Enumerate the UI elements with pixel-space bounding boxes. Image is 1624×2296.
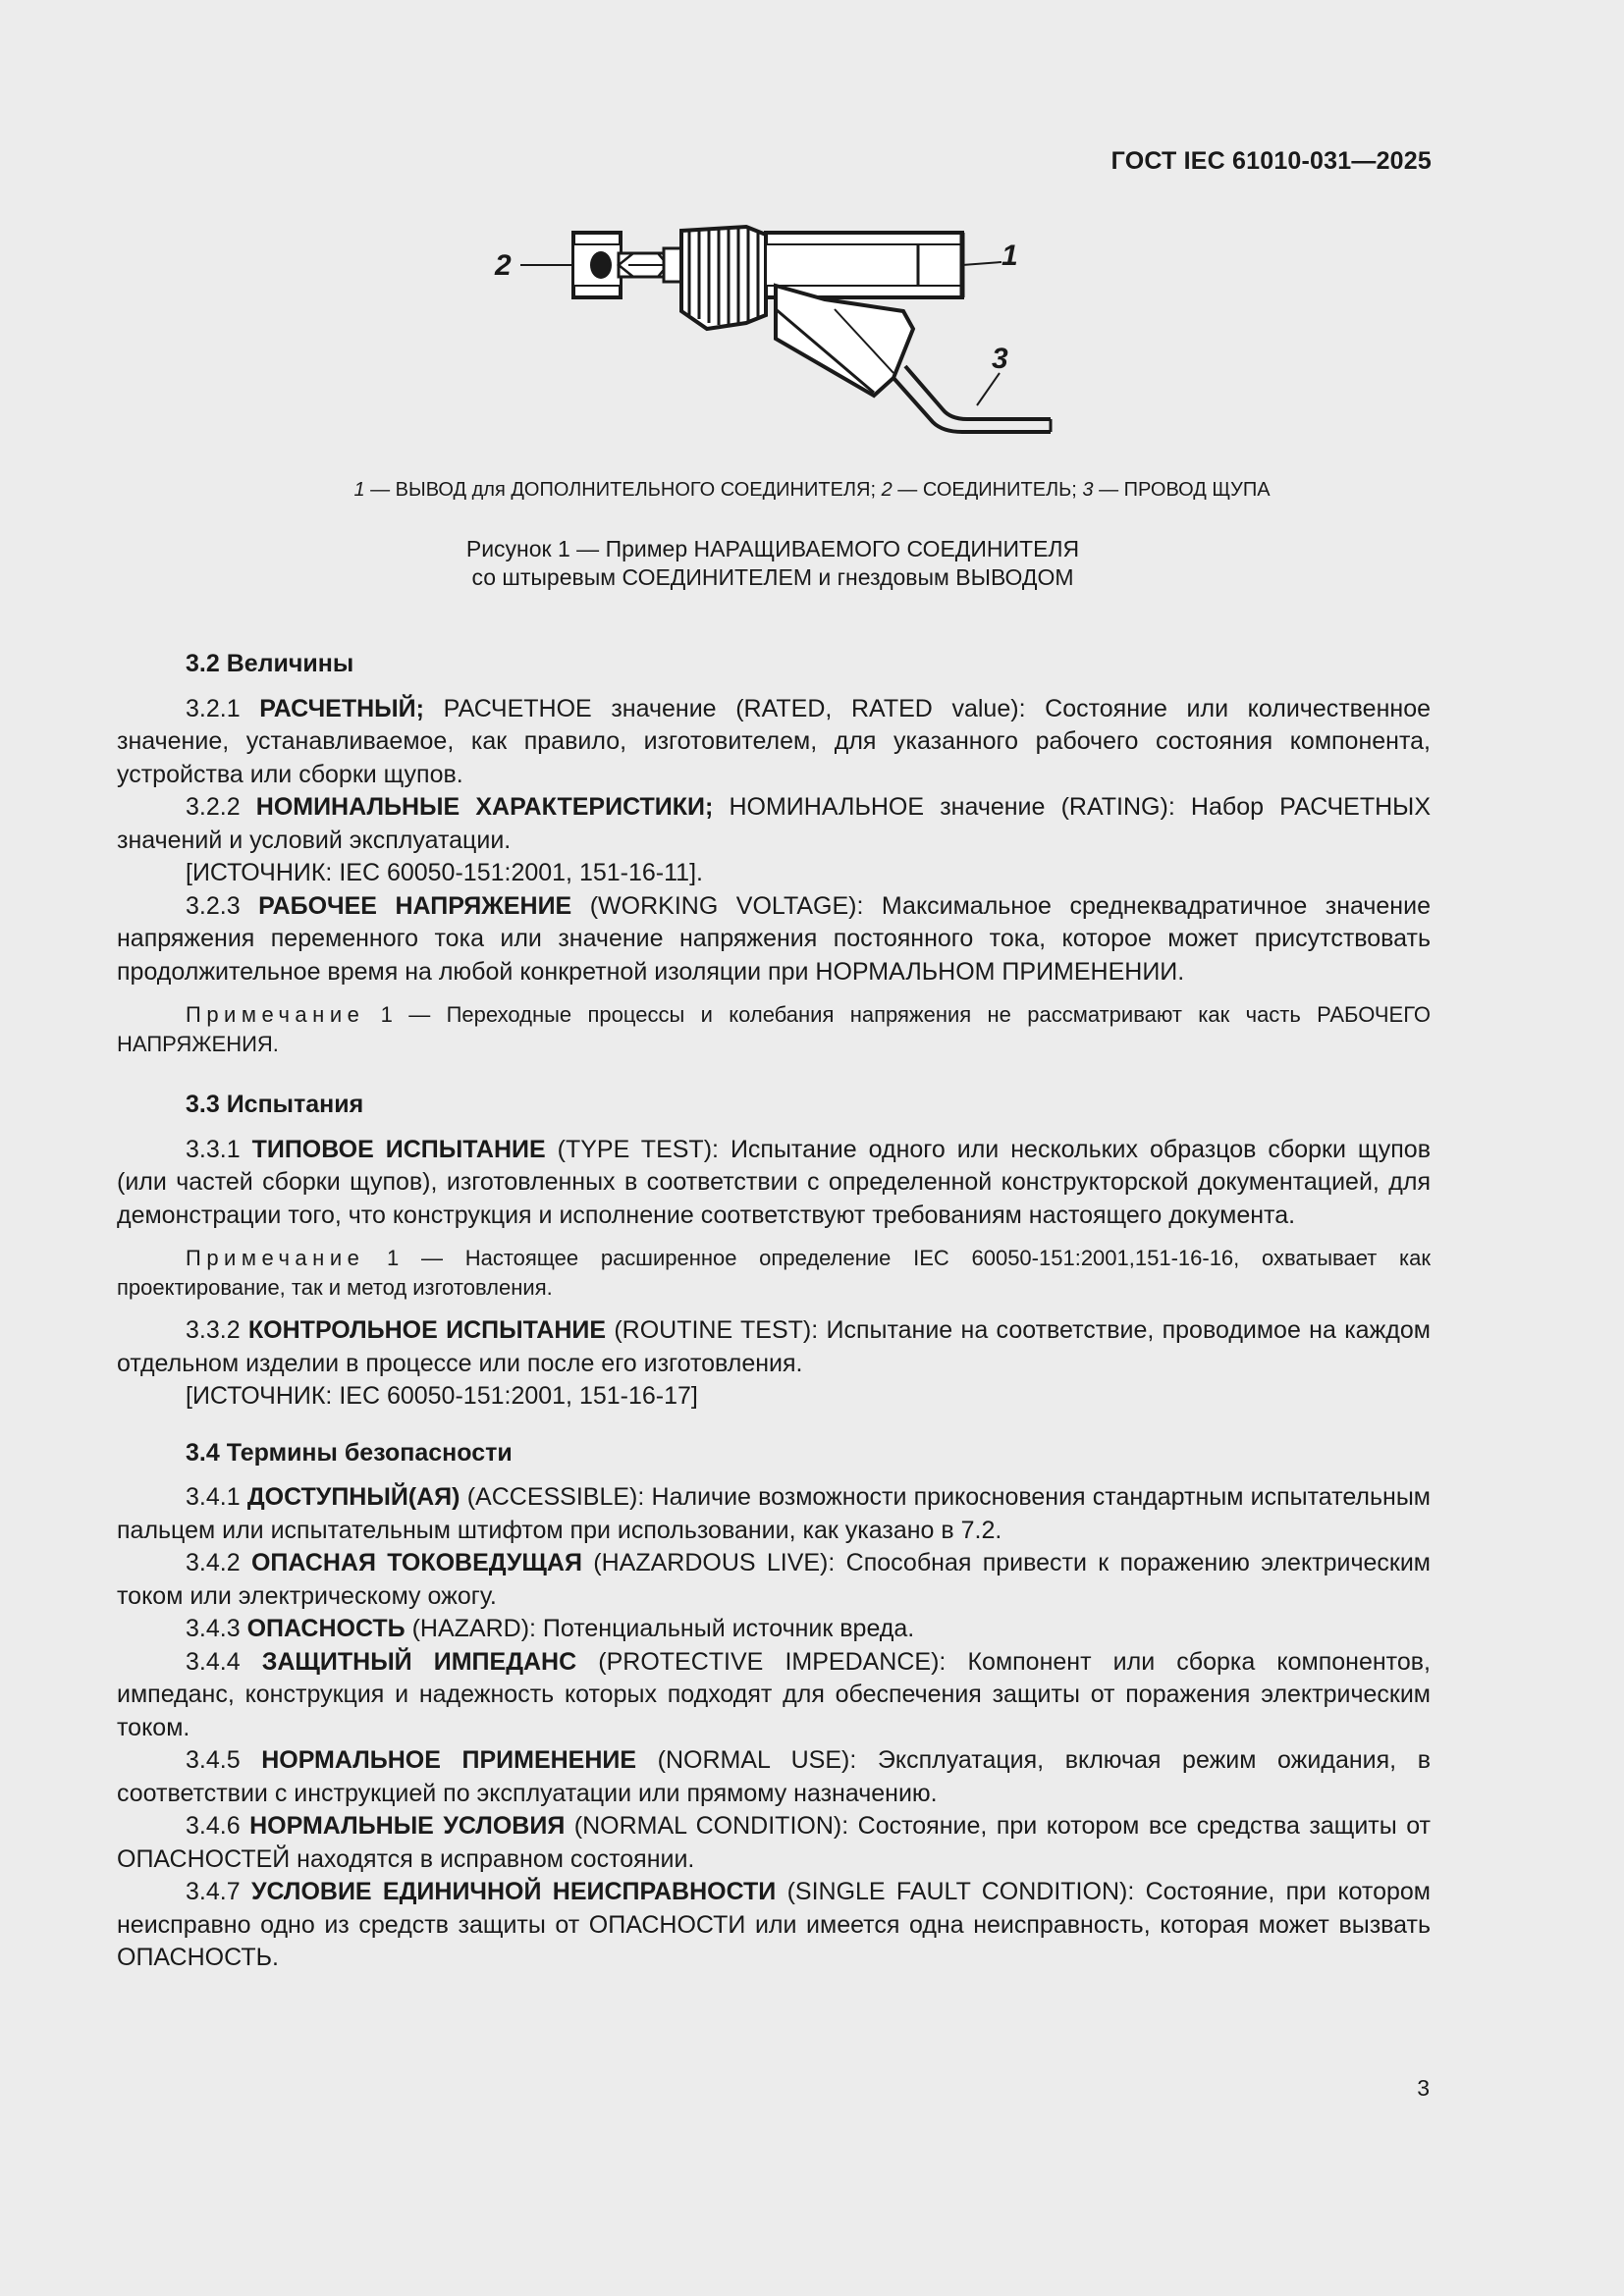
- section-heading-3-4: 3.4 Термины безопасности: [186, 1438, 513, 1467]
- note-3-3: Примечание 1 — Настоящее расширенное определение IEC 60050-151:2001,151-16-16, охватывает как проектирование, так и метод изготовления.: [117, 1246, 1431, 1300]
- legend-text-3: — ПРОВОД ЩУПА: [1093, 479, 1271, 501]
- figure-label-2: 2: [495, 249, 512, 282]
- figure-caption: [0, 535, 1545, 592]
- term-3-4-5: 3.4.5 НОРМАЛЬНОЕ ПРИМЕНЕНИЕ (NORMAL USE): Эксплуатация, включая режим ожидания, в соответствии с инструкцией по эксплуатации или прямому назначению.: [117, 1746, 1431, 1807]
- term-3-4-3: 3.4.3 ОПАСНОСТЬ (HAZARD): Потенциальный источник вреда.: [186, 1615, 915, 1642]
- legend-text-1: — ВЫВОД для ДОПОЛНИТЕЛЬНОГО СОЕДИНИТЕЛЯ;: [364, 479, 882, 501]
- term-3-2-2: 3.2.2 НОМИНАЛЬНЫЕ ХАРАКТЕРИСТИКИ; НОМИНАЛЬНОЕ значение (RATING): Набор РАСЧЕТНЫХ значений и условий эксплуатации.: [117, 793, 1431, 854]
- connector-drawing: [481, 221, 1090, 456]
- connector-figure: [481, 221, 1090, 456]
- legend-text-2: — СОЕДИНИТЕЛЬ;: [892, 479, 1083, 501]
- note-3-2: Примечание 1 — Переходные процессы и колебания напряжения не рассматривают как часть РАБОЧЕГО НАПРЯЖЕНИЯ.: [117, 1002, 1431, 1056]
- source-3-2-2: [ИСТОЧНИК: IEC 60050-151:2001, 151-16-11].: [186, 859, 703, 886]
- legend-num-3: 3: [1082, 479, 1094, 501]
- legend-num-1: 1: [353, 479, 365, 501]
- source-3-3-2: [ИСТОЧНИК: IEC 60050-151:2001, 151-16-17]: [186, 1382, 698, 1410]
- term-3-4-6: 3.4.6 НОРМАЛЬНЫЕ УСЛОВИЯ (NORMAL CONDITION): Состояние, при котором все средства защиты от ОПАСНОСТЕЙ находятся в исправном состоянии.: [117, 1812, 1432, 1873]
- page-number: 3: [1417, 2075, 1430, 2101]
- figure-label-1: 1: [1001, 240, 1018, 272]
- term-3-3-1: 3.3.1 ТИПОВОЕ ИСПЫТАНИЕ (TYPE TEST): Испытание одного или нескольких образцов сборки щупов (или частей сборки щупов), изготовленных в соответствии с определенной конструкторской документацией, для демонстрации того, что конструкция и исполнение соответствуют требованиям настоящего документа.: [117, 1135, 1431, 1229]
- figure-legend: [0, 479, 1624, 502]
- figure-caption-line-2: со штыревым СОЕДИНИТЕЛЕМ и гнездовым ВЫВОДОМ: [471, 564, 1074, 590]
- term-3-4-1: 3.4.1 ДОСТУПНЫЙ(АЯ) (ACCESSIBLE): Наличие возможности прикосновения стандартным испытательным пальцем или испытательным штифтом при использовании, как указано в 7.2.: [117, 1483, 1431, 1544]
- section-heading-3-2: 3.2 Величины: [186, 650, 354, 677]
- legend-num-2: 2: [881, 479, 893, 501]
- figure-label-3: 3: [992, 343, 1008, 375]
- document-body: [117, 648, 1431, 1975]
- term-3-4-2: 3.4.2 ОПАСНАЯ ТОКОВЕДУЩАЯ (HAZARDOUS LIVE): Способная привести к поражению электрическим током или электрическому ожогу.: [117, 1549, 1431, 1610]
- term-3-4-7: 3.4.7 УСЛОВИЕ ЕДИНИЧНОЙ НЕИСПРАВНОСТИ (SINGLE FAULT CONDITION): Состояние, при котором неисправно одно из средств защиты от ОПАСНОСТИ или имеется одна неисправность, которая может вызвать ОПАСНОСТЬ.: [117, 1878, 1431, 1971]
- document-header: ГОСТ IEC 61010-031—2025: [1110, 147, 1432, 175]
- figure-caption-line-1: Рисунок 1 — Пример НАРАЩИВАЕМОГО СОЕДИНИТЕЛЯ: [465, 536, 1080, 561]
- term-3-3-2: 3.3.2 КОНТРОЛЬНОЕ ИСПЫТАНИЕ (ROUTINE TEST): Испытание на соответствие, проводимое на каждом отдельном изделии в процессе или после его изготовления.: [117, 1316, 1431, 1377]
- section-heading-3-3: 3.3 Испытания: [186, 1091, 364, 1118]
- term-3-2-3: 3.2.3 РАБОЧЕЕ НАПРЯЖЕНИЕ (WORKING VOLTAGE): Максимальное среднеквадратичное значение напряжения переменного тока или значение напряжения постоянного тока, которое может присутствовать продолжительное время на любой конкретной изоляции при НОРМАЛЬНОМ ПРИМЕНЕНИИ.: [117, 891, 1431, 986]
- term-3-4-4: 3.4.4 ЗАЩИТНЫЙ ИМПЕДАНС (PROTECTIVE IMPEDANCE): Компонент или сборка компонентов, импеданс, конструкция и надежность которых подходят для обеспечения защиты от поражения электрическим током.: [117, 1647, 1431, 1741]
- term-3-2-1: 3.2.1 РАСЧЕТНЫЙ; РАСЧЕТНОЕ значение (RATED, RATED value): Состояние или количественное значение, устанавливаемое, как правило, изготовителем, для указанного рабочего состояния компонента, устройства или сборки щупов.: [117, 694, 1431, 788]
